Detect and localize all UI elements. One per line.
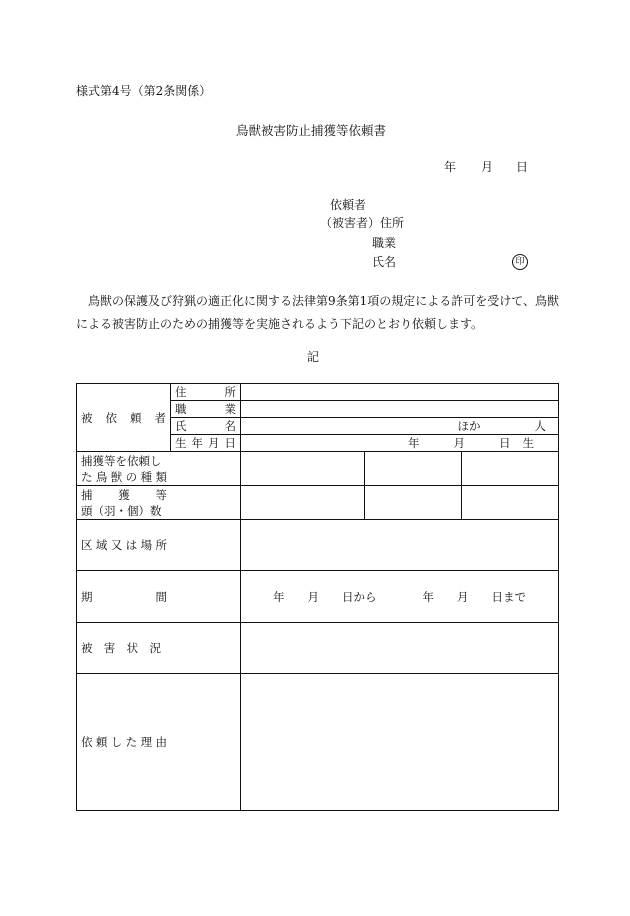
name-unit-text: 人 <box>534 419 546 433</box>
reason-label: 依 頼 し た 理 由 <box>77 674 241 811</box>
date-day: 日 <box>516 160 529 174</box>
occupation-label: 職 業 <box>171 401 241 418</box>
period-value-cell[interactable] <box>241 571 559 623</box>
occupation-value-cell[interactable] <box>241 401 559 418</box>
count-cell-1[interactable] <box>241 486 365 520</box>
birth-day-unit: 日生 <box>499 436 546 450</box>
form-number: 様式第4号（第2条関係） <box>76 84 212 98</box>
damage-value-cell[interactable] <box>241 623 559 674</box>
birthdate-label: 生 年 月 日 <box>171 435 241 452</box>
period-label: 期 間 <box>77 571 241 623</box>
document-title: 鳥獣被害防止捕獲等依頼書 <box>236 123 387 138</box>
address-label: 住 所 <box>171 384 241 401</box>
count-cell-3[interactable] <box>462 486 559 520</box>
birthdate-value-cell[interactable] <box>241 435 559 452</box>
count-label: 捕 獲 等 頭（羽・個）数 <box>77 486 241 520</box>
date-year: 年 <box>444 160 457 174</box>
species-label: 捕獲等を依頼し た 鳥 獣 の 種 類 <box>77 452 241 486</box>
name-others-text: ほか <box>457 419 481 433</box>
species-cell-1[interactable] <box>241 452 365 486</box>
request-body-text: 鳥獣の保護及び狩猟の適正化に関する法律第9条第1項の規定による許可を受けて、鳥獣による被害防止のための捕獲等を実施されるよう下記のとおり依頼します。 <box>76 294 560 331</box>
address-value-cell[interactable] <box>241 384 559 401</box>
reason-value-cell[interactable] <box>241 674 559 811</box>
birth-year-unit: 年 <box>408 436 420 450</box>
requester-address-label: （被害者）住所 <box>320 216 405 230</box>
request-table <box>76 383 559 811</box>
seal-mark: 印 <box>512 254 528 270</box>
requester-name-label: 氏名 <box>372 255 397 269</box>
area-value-cell[interactable] <box>241 520 559 571</box>
date-month: 月 <box>481 160 494 174</box>
count-cell-2[interactable] <box>365 486 462 520</box>
species-cell-3[interactable] <box>462 452 559 486</box>
species-cell-2[interactable] <box>365 452 462 486</box>
birth-month-unit: 月 <box>453 436 465 450</box>
name-label: 氏 名 <box>171 418 241 435</box>
requester-occupation-label: 職業 <box>372 236 397 250</box>
name-value-cell[interactable] <box>241 418 559 435</box>
ki-heading: 記 <box>307 350 320 364</box>
requester-label: 依頼者 <box>330 198 367 212</box>
damage-label: 被 害 状 況 <box>77 623 241 674</box>
period-value-text: 年 月 日から 年 月 日まで <box>273 589 526 604</box>
requestee-label: 被 依 頼 者 <box>77 384 171 452</box>
area-label: 区 域 又 は 場 所 <box>77 520 241 571</box>
